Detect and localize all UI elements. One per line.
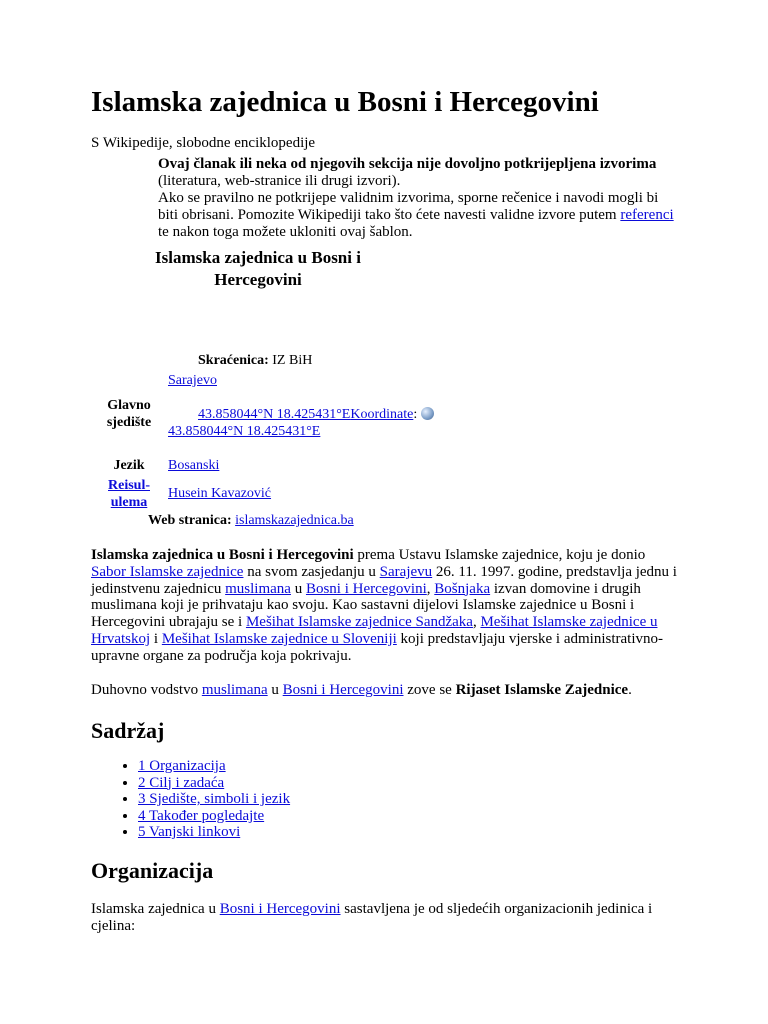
reisul-ulema-label: [98, 477, 160, 511]
sabor-link[interactable]: Sabor Islamske zajednice: [91, 563, 244, 580]
bih-link-3[interactable]: Bosni i Hercegovini: [219, 901, 341, 917]
organizacija-text: Islamska zajednica u: [91, 901, 220, 917]
table-of-contents: [91, 758, 290, 841]
intro-text: izvan domovine i drugih muslimana koji je prihvataju kao svoju. Kao sastavni dijelovi Islamske zajednice u Bosni i Hercegovini ubrajaju se i: [91, 580, 641, 631]
abbreviation-label: Skraćenica:: [198, 353, 269, 368]
intro-text: prema Ustavu Islamske zajednice, koju je donio: [353, 547, 646, 563]
coordinates-separator: :: [413, 407, 421, 422]
intro-text: koji predstavljaju vjerske i administrativno-upravne organe za područja koja pokrivaju.: [91, 630, 663, 664]
leadership-text: .: [628, 682, 632, 698]
bih-link-2[interactable]: Bosni i Hercegovini: [282, 682, 404, 698]
toc-item: [138, 758, 290, 775]
coordinates-link[interactable]: 43.858044°N 18.425431°E: [198, 407, 351, 422]
website-link[interactable]: islamskazajednica.ba: [235, 513, 354, 528]
abbreviation-value: IZ BiH: [272, 353, 313, 368]
leadership-text: zove se: [403, 682, 456, 698]
notice-bold-text: Ovaj članak ili neka od njegovih sekcija nije dovoljno potkrijepljena izvorima: [158, 156, 657, 172]
hq-city-link[interactable]: Sarajevo: [168, 373, 217, 388]
leadership-text: Duhovno vodstvo: [91, 682, 202, 698]
intro-text: ,: [426, 580, 435, 597]
muslimana-link[interactable]: muslimana: [225, 580, 291, 597]
toc-link-pogledajte[interactable]: 4 Također pogledajte: [138, 807, 265, 824]
website-label: Web stranica:: [148, 513, 232, 528]
intro-bold: Islamska zajednica u Bosni i Hercegovini: [91, 547, 354, 563]
toc-item: [138, 824, 290, 841]
toc-link-cilj[interactable]: 2 Cilj i zadaća: [138, 774, 225, 791]
intro-text: 26. 11. 1997. godine, predstavlja jednu i jedinstvenu zajednicu: [91, 563, 677, 597]
rijaset-bold: Rijaset Islamske Zajednice: [455, 682, 629, 698]
intro-paragraph: [91, 547, 681, 665]
intro-text: ,: [472, 614, 481, 631]
page-subtitle: S Wikipedije, slobodne enciklopedije: [91, 135, 316, 151]
toc-link-sjediste[interactable]: 3 Sjedište, simboli i jezik: [138, 791, 291, 808]
language-link[interactable]: Bosanski: [168, 458, 220, 473]
hq-label: Glavno sjedište: [106, 398, 152, 430]
bosnjaka-link[interactable]: Bošnjaka: [434, 580, 491, 597]
intro-text: na svom zasjedanju u: [243, 563, 380, 580]
mesihat-hrvatska-link[interactable]: Mešihat Islamske zajednice u Hrvatskoj: [91, 614, 658, 647]
toc-item: [138, 775, 290, 792]
intro-text: i: [150, 630, 162, 647]
organizacija-text: sastavljena je od sljedećih organizacionih jedinica i cjelina:: [91, 901, 653, 934]
toc-item: [138, 808, 290, 825]
notice-text-2: Ako se pravilno ne potkrijepe validnim izvorima, sporne rečenice i navodi mogli bi biti obrisani. Pomozite Wikipediji tako što ćete navesti validne izvore putem: [158, 190, 659, 223]
infobox-abbreviation-row: [198, 352, 312, 369]
muslimana-link-2[interactable]: muslimana: [201, 682, 268, 698]
toc-link-vanjski[interactable]: 5 Vanjski linkovi: [138, 824, 241, 841]
mesihat-sandzak-link[interactable]: Mešihat Islamske zajednice Sandžaka: [245, 614, 473, 631]
citation-notice: [158, 156, 678, 241]
hq-value: [168, 372, 438, 440]
mesihat-slovenija-link[interactable]: Mešihat Islamske zajednice u Sloveniji: [161, 630, 397, 647]
language-label: Jezik: [113, 458, 145, 473]
sarajevo-link[interactable]: Sarajevu: [379, 563, 433, 580]
notice-text-3: te nakon toga možete ukloniti ovaj šablon.: [158, 224, 413, 240]
leadership-text: u: [267, 682, 283, 698]
page-title: Islamska zajednica u Bosni i Hercegovini: [91, 86, 599, 118]
coordinates-label-link[interactable]: Koordinate: [350, 407, 414, 422]
toc-link-organizacija[interactable]: 1 Organizacija: [138, 758, 226, 774]
section-heading-organizacija: Organizacija: [91, 858, 214, 883]
globe-icon[interactable]: [421, 407, 434, 420]
language-value: [168, 457, 219, 474]
reisul-ulema-value: [168, 485, 271, 502]
leadership-paragraph: [91, 682, 681, 699]
coordinates-link-2[interactable]: 43.858044°N 18.425431°E: [168, 424, 321, 439]
references-link[interactable]: referenci: [620, 207, 674, 223]
toc-item: [138, 791, 290, 808]
bih-link[interactable]: Bosni i Hercegovini: [305, 580, 427, 597]
toc-heading: Sadržaj: [91, 718, 165, 743]
website-row: [148, 512, 354, 529]
leader-link[interactable]: Husein Kavazović: [168, 486, 272, 501]
organizacija-paragraph: [91, 901, 681, 935]
intro-text: u: [290, 580, 306, 597]
infobox-title: Islamska zajednica u Bosni i Hercegovini: [155, 248, 361, 289]
reisul-ulema-link[interactable]: Reisul-ulema: [108, 478, 150, 510]
notice-text: (literatura, web-stranice ili drugi izvori).: [158, 173, 401, 189]
